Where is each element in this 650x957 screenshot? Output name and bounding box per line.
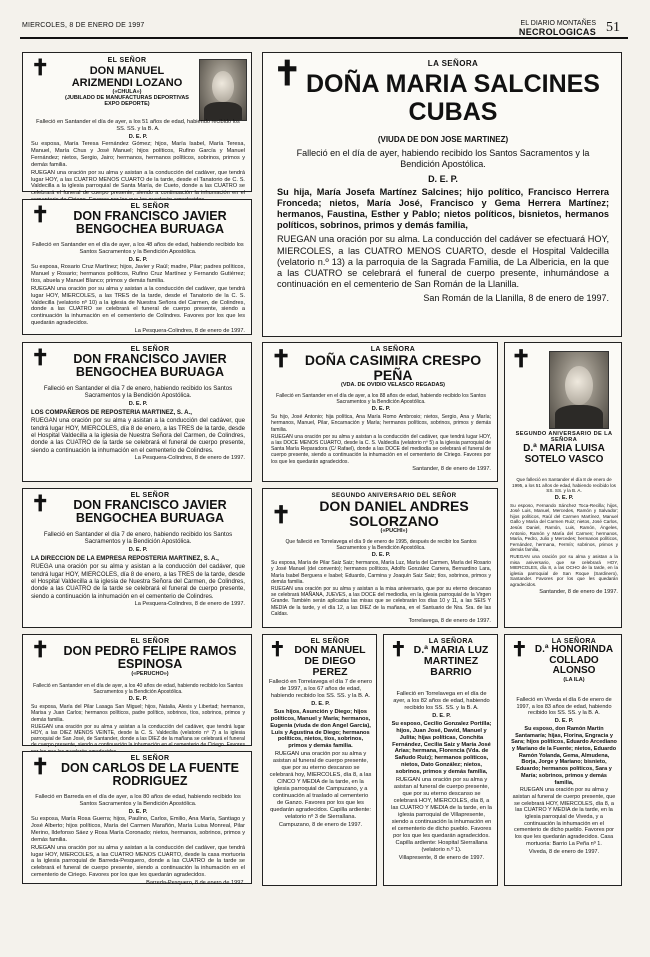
page-number: 51: [606, 20, 620, 35]
notice-bengochea-direccion: [22, 488, 252, 628]
notice-salcines: [262, 52, 622, 337]
notice-name: DON FRANCISCO JAVIER BENGOCHEA BURUAGA: [73, 498, 227, 526]
notice-tag: EL SEÑOR: [130, 638, 170, 645]
cross-icon: ✝: [31, 491, 50, 517]
notice-tag: EL SEÑOR: [130, 203, 170, 210]
notice-request: RUEGAN una oración por su alma y asistan a la conducción del cadáver, que tendrá lugar HOY, a las DIEZ MENOS VEINTE, desde la C. S. Valdecilla (velatorio nº 7) a la iglesia parroquial de San José, de Santander, donde a las DIEZ de la mañana se celebrará el funeral de cuerpo presente, siendo a continuación la inhumación en el cementerio de Ciriego. Favores: [31, 723, 245, 749]
notice-bengochea-companeros: [22, 342, 252, 482]
notice-family: Su esposa, María Teresa Fernández Gómez; hijos, María Isabel, María Teresa, Manuel, María Chus y José Manuel; hijos políticos, Rufino García y Manuel Fernández; nietos, Sergio, Jairo; hermanos, hermanos políticos, sobrinos, primos y demás familia.: [31, 141, 245, 168]
notice-request: RUEGAN una oración por su alma y asistan a la misa aniversario, que se celebrará HOY, MIERCOLES, día 8, a las OCHO de la tarde, en la iglesia parroquial de San Roque (Sardinero), Santander. Favores por los que les quedarán agradecidos.: [510, 553, 618, 587]
portrait-photo: [549, 351, 609, 429]
notice-dep: D. E. P.: [128, 400, 148, 407]
cross-icon: ✝: [31, 345, 50, 371]
notice-text: Falleció en el día de ayer, habiendo recibido los Santos Sacramentos y la Bendición Apostólica.: [296, 148, 590, 170]
notice-tag: LA SEÑORA: [551, 638, 597, 645]
notice-dep: D. E. P.: [432, 712, 451, 719]
cross-icon: ✝: [511, 344, 532, 373]
notice-name: DOÑA CASIMIRA CRESPO PEÑA: [304, 352, 482, 383]
notice-tag: SEGUNDO ANIVERSARIO DEL SEÑOR: [331, 492, 457, 499]
notice-name: DON MANUEL DE DIEGO PEREZ: [294, 644, 366, 679]
notice-dediego: [262, 634, 377, 886]
notice-request: RUEGAN una oración por su alma y asistan a la conducción del cadáver, que tendrá lugar HOY, MIERCOLES, a las CUATRO MENOS CUARTO, desde la casa mortuoria a la iglesia parroquial de Barreda-Pesquero, donde a las CUATRO de la tarde se celebrará el funeral de cuerpo presente, siendo a continuación la inhumación en el cementerio de Ciriego. Favores por los que les quedarán agradecidos.: [31, 844, 245, 878]
notice-dep: D. E. P.: [128, 133, 148, 140]
notice-signature: Campuzano, 8 de enero de 1997.: [278, 821, 363, 828]
cross-icon: ✝: [271, 344, 292, 373]
notice-family: Su esposa, Rosario Cruz Martínez; hijos, Javier y Raúl; madre, Pilar; padres políticos, Manuel y Rosario; hermanos políticos, Rufino Cruz Martínez y Fernando Gutiérrez; tíos, abuela y Manuel Blanco; primos y demás familia.: [31, 264, 245, 285]
notice-martinez-barrio: [383, 634, 498, 886]
notice-request: RUEGAN una oración por su alma y asistan a la misa aniversario, que por su eterno descanso se celebrará MAÑANA, JUEVES, a las DOCE del mediodía, en la iglesia parroquial de la Virgen Grande. También serán aplicadas las misas que se celebrarán los días 10 y 11, a las SEIS Y MEDIA de la tarde, y el día 12, a las DIEZ de la mañana, en el Santuario de Nra. Sra. de las Caldas.: [271, 586, 491, 617]
notice-text: Falleció en Barreda en el día de ayer, a los 80 años de edad, habiendo recibido los Santos Sacramentos y la Bendición Apostólica.: [35, 794, 241, 807]
notice-tag: LA SEÑORA: [370, 346, 416, 353]
notice-text: Falleció en Torrelavega en el día de ayer, a los 82 años de edad, habiendo recibido los SS. SS. y la B. A.: [393, 691, 490, 711]
notice-name: DON MANUEL ARIZMENDI LOZANO: [71, 65, 183, 89]
notice-tag: EL SEÑOR: [107, 57, 147, 64]
cross-icon: ✝: [269, 637, 286, 661]
cross-icon: ✝: [31, 754, 50, 780]
notice-name: DON DANIEL ANDRES SOLORZANO: [319, 498, 469, 529]
notice-text: Falleció en Santander el día 7 de enero, habiendo recibido los Santos Sacramentos y la Bendición Apostólica.: [43, 385, 233, 400]
notice-dep: D. E. P.: [371, 552, 391, 559]
header-right: [519, 20, 596, 37]
notice-signature: La Pesquera-Colindres, 8 de enero de 1997.: [134, 327, 245, 334]
notice-tag: LA SEÑORA: [428, 638, 474, 645]
notice-signature: San Román de la Llanilla, 8 de enero de 1997.: [423, 293, 609, 304]
notice-text: Falleció en Santander en el día de ayer, a los 40 años de edad, habiendo recibido los Santos Sacramentos y la Bendición Apostólica.: [33, 683, 243, 696]
notice-role: (JUBILADO DE MANUFACTURAS DEPORTIVAS EXPO DEPORTE): [65, 95, 189, 108]
notice-arizmendi: [22, 52, 252, 197]
header-rule: [20, 37, 628, 39]
notice-family: Sus hijos, Asunción y Diego; hijos políticos, Manuel y María; hermanos, Eugenia (viuda de don Angel García), Luis y Agustina de Diego; hermanos políticos, nietos, tíos, sobrinos, primos y demás familia.: [270, 708, 371, 750]
notice-alias: («PERUCHO»): [131, 671, 169, 678]
cross-icon: ✝: [273, 54, 302, 94]
notice-request: RUEGAN una oración por su alma y asistan a la conducción del cadáver, que tendrá lugar HOY, a las DOCE MENOS CUARTO, desde la C. S. Valdecilla (velatorio nº 5) a la iglesia parroquial de Santa María Reparadora (C/ Rafael), donde a las DOCE del mediodía se celebrará el funeral de cuerpo presente, siendo a continuación la inhumación en el cementerio de Ciriego. Favores por los que les quedarán agradecidos.: [271, 433, 491, 465]
notice-dep: D. E. P.: [554, 718, 574, 725]
notice-tag: EL SEÑOR: [130, 755, 170, 762]
notice-text: Falleció en Santander el día 7 de enero, habiendo recibido los Santos Sacramentos y la Bendición Apostólica.: [43, 531, 233, 546]
notice-tag: LA SEÑORA: [427, 59, 479, 68]
notice-name: D.ª HONORINDA COLLADO ALONSO: [534, 644, 614, 676]
notice-dep: D. E. P.: [428, 173, 458, 184]
notice-text: Falleció en Viveda el día 6 de enero de 1997, a los 83 años de edad, habiendo recibido los SS. SS. y la B. A.: [516, 697, 612, 717]
notice-collado: [504, 634, 622, 886]
notice-crespo: [262, 342, 498, 482]
notice-sotelo: [504, 342, 622, 628]
notice-tag: SEGUNDO ANIVERSARIO DE LA SEÑORA: [515, 431, 613, 443]
notice-signature: La Pesquera-Colindres, 8 de enero de 1997.: [134, 455, 245, 462]
notice-family: Su esposa, María de Pilar Saiz Saiz; hermanos, María Luz, María del Carmen, María del Rosario y José Manuel (del convento); hermanos políticos, Adolfo González Carrera, Bernardino Lara, María Isabel Berguera e Isabel; Eduardo, Carmina y Joaquín Saiz Saiz; tíos, sobrinos, primos y demás familia.: [271, 560, 491, 585]
notice-request: RUEGAN una oración por su alma y asistan a la conducción del cadáver, que tendrá lugar HOY, MIERCOLES, a las TRES de la tarde, desde el Tanatorio de la C. S. Valdecilla (velatorio nº 10) a la iglesia de Nuestra Señora del Carmen, de Colindres, donde a las CUATRO se celebrará el funeral de cuerpo presente, siendo a continuación la inhumación en el cementerio de Colindres. Favores por los que les quedarán agradecidos.: [31, 285, 245, 326]
notice-org: LA DIRECCION DE LA EMPRESA REPOSTERIA MARTINEZ, S. A.,: [31, 554, 219, 562]
cross-icon: ✝: [271, 500, 292, 529]
notice-ramos: [22, 634, 252, 749]
cross-icon: ✝: [511, 637, 528, 661]
header-date: MIERCOLES, 8 DE ENERO DE 1997: [22, 22, 145, 29]
header-paper: EL DIARIO MONTAÑES: [520, 20, 596, 27]
notice-dep: D. E. P.: [128, 546, 148, 553]
notice-request: RUEGAN una oración por su alma. La conducción del cadáver se efectuará HOY, MIERCOLES, a las CUATRO MENOS CUARTO, desde el Hospital Valdecilla (velatorio n.º 13) a la parroquia de la Sagrada Familia, de La Albericia, en la que a las CUATRO se celebrará el funeral de cuerpo presente, inhumándose a continuación en el cementerio de San Román de la Llanilla.: [277, 234, 609, 290]
notice-alias: («CHULA»): [112, 89, 142, 96]
notice-delafuente: [22, 751, 252, 884]
notice-alias: («PUCHI»): [380, 528, 408, 535]
notice-request: RUEGAN una oración por su alma y asistan a la conducción del cadáver, que tendrá lugar HOY, a las CUATRO MENOS CUARTO de la tarde, desde el Tanatorio de C. S. Valdecilla a la iglesia parroquial de Santa María, de Cueto, donde a las CUATRO se celebrará el funeral de cuerpo presente, siendo a continuación la inhumación en el: [31, 169, 245, 197]
notice-family: Su esposo, Cecilio Gonzalez Portilla; hijos, Juan José, David, Manuel y Julita; hijas políticas, Conchita Fernández, Cecilia Saiz y María José Arias; hermana, Florencia (Vda. de Sañudo Ruiz); hermanos políticos, nietos, Dato González; nietos, sobrinos, primos y demás familia,: [391, 720, 492, 776]
notice-text: Que falleció en Torrelavega el día 9 de enero de 1995, después de recibir los Santos Sacramentos y la Bendición Apostólica.: [285, 539, 477, 552]
cross-icon: ✝: [390, 637, 407, 661]
notice-signature: Viveda, 8 de enero de 1997.: [528, 848, 600, 855]
notice-family: Su esposa, María Rosa Guerra; hijos, Paulino, Carlos, Emilio, Ana María, Santiago y José Alberto; hijos políticos, María del Carmen Marañón, María Luisa Monreal, Pilar Merino, Ildefonso Sáez y Rosa María Coronado; nietos, hermanos, sobrinos, primos y demás familia.: [31, 816, 245, 843]
cross-icon: ✝: [31, 202, 50, 228]
notice-text: Que falleció en Santander el día 8 de enero de 1995, a los 51 años de edad, habiendo recibido los SS. SS. y la B. A.: [512, 477, 616, 494]
header-section: NECROLOGICAS: [518, 27, 596, 37]
notice-family: Su hijo, José Antonio; hija política, Ana María Romo Ambrosio; nietos, Sergio, Ana y María; hermanos, Manuel, Pilar, Encarnación y María; hermanos políticos, sobrinos, primos y demás familia.: [271, 414, 491, 433]
notice-text: Falleció en Santander en el día de ayer, a los 48 años de edad, habiendo recibido los Santos Sacramentos y la Bendición Apostólica.: [32, 242, 244, 255]
notice-tag: EL SEÑOR: [130, 492, 170, 499]
notice-name: DON FRANCISCO JAVIER BENGOCHEA BURUAGA: [73, 352, 227, 380]
notice-family: Su esposa, María del Pilar Lasaga San Miguel; hijos, Natalia, Alexis y Libertad; hermanos, Marisa y Juan Carlos; hermanos políticos, padre político, sobrinos, tíos, sobrinos, primos y demás familia.: [31, 704, 245, 723]
notice-name: DON CARLOS DE LA FUENTE RODRIGUEZ: [60, 761, 239, 789]
notice-name: DON PEDRO FELIPE RAMOS ESPINOSA: [63, 644, 237, 672]
notice-request: RUEGAN una oración por su alma y asistan a la conducción del cadáver, que tendrá lugar HOY, MIERCOLES, día 8 de enero, a las TRES de la tarde, desde el Hospital Valdecilla a la iglesia de Nuestra Señora del Carmen, de Colindres, donde a las CUATRO de la tarde se celebrará el funeral de cuerpo presente, siendo a continuación la inhumación en el cementerio de Colindres.: [31, 417, 245, 454]
cross-icon: ✝: [31, 637, 50, 663]
notice-signature: Santander, 8 de enero de 1997.: [539, 588, 618, 595]
notice-dep: D. E. P.: [371, 406, 391, 413]
notice-signature: Santander, 8 de enero de 1997.: [412, 465, 491, 472]
notice-name: D.ª MARIA LUISA SOTELO VASCO: [523, 443, 605, 465]
notice-name: DON FRANCISCO JAVIER BENGOCHEA BURUAGA: [73, 209, 227, 237]
notice-dep: D. E. P.: [554, 494, 574, 501]
notice-alias: (LA ILA): [563, 676, 585, 683]
notice-dep: D. E. P.: [128, 256, 148, 263]
notice-text: Falleció en Torrelavega el día 7 de enero de 1997, a los 67 años de edad, habiendo recibido los SS. SS. y la B. A.: [269, 679, 372, 699]
notice-request: RUEGAN una oración por su alma y asistan al funeral de cuerpo presente, que por su eterno descanso se celebrará hoy, MIERCOLES, día 8, a las CINCO Y MEDIA de la tarde, en la iglesia parroquial de Campuzano, y a continuación al traslado al cementerio de Ganzo. Favores por los que les quedarán agradecidos. Capilla ardiente: velatorio nº 3 de Sierrallana.: [269, 751, 372, 820]
notice-family: Su hija, María Josefa Martínez Salcines; hijo político, Francisco Herrera Fronceda; nietos, María José, Francisco y Gema Herrera Martínez; hermanos, Faustina, Esther y Pablo; nietos políticos, bisnietos, hermanos políticos, sobrinos, primos y demás familia,: [277, 186, 609, 231]
notice-dep: D. E. P.: [128, 696, 148, 703]
notice-family: Su esposo, don Ramón Martín Santamaría; hijas, Florina, Engracia y Sara; hijos políticos, Eduardo Arcediano y Mariano de la Fuente; nietos, Eduardo Ramón Yolanda, Gema, Almudena, Borja, Jorge y Mariano; bisnieto, Eduardo; hermanos políticos, Sara y María; sobrinos, primos y demás familia,: [511, 725, 617, 786]
notice-signature: Torrelavega, 8 de enero de 1997.: [408, 618, 491, 625]
notice-signature: Villapresente, 8 de enero de 1997.: [398, 854, 485, 861]
notice-name: D.ª MARIA LUZ MARTINEZ BARRIO: [413, 644, 489, 679]
notice-org: LOS COMPAÑEROS DE REPOSTERIA MARTINEZ, S. A.,: [31, 408, 192, 416]
notice-request: RUEGA una oración por su alma y asistan a la conducción del cadáver, que tendrá lugar HOY, MIERCOLES, día 8 de enero, a las TRES de la tarde, desde el Hospital Valdecilla a la iglesia de Nuestra Señora del Carmen, de Colindres, donde a las CUATRO de la tarde se celebrará el funeral de cuerpo presente, siendo a continuación la inhumación en el cementerio de Colindres.: [31, 563, 245, 600]
notice-text: Falleció en Santander el día de ayer, a los 51 años de edad, habiendo recibido los SS. SS. y la B. A.: [36, 119, 240, 132]
cross-icon: ✝: [31, 55, 50, 81]
notice-subtitle: (VDA. DE OVIDIO VELASCO REGADAS): [341, 382, 445, 389]
notice-dep: D. E. P.: [128, 808, 148, 815]
notice-text: Falleció en Santander en el día de ayer, a los 88 años de edad, habiendo recibido los Santos Sacramentos y la Bendición Apostólica.: [276, 393, 486, 406]
notice-signature: La Pesquera-Colindres, 8 de enero de 1997.: [134, 601, 245, 608]
notice-request: RUEGAN una oración por su alma y asistan al funeral de cuerpo presente, que por su eterno descanso se celebrará HOY, MIERCOLES, día 8, a las CUATRO Y MEDIA de la tarde, en la iglesia parroquial de Villapresente, siendo a continuación la inhumación en el cementerio de dicho pueblo. Favores por los que les quedarán agradecidos. Capilla ardiente: Hospital Sierrallana (velatorio n.º 1).: [391, 777, 492, 853]
notice-family: Su esposo, Fernando Sánchez Toca-Recilla; hijos, José Luis, Manuel, Mercedes, Ramón y Salvador; hijos políticos, Raúl del Carmen Martínez, Manuel Gallo y María del Carmen Ruiz; nietos, José Carlos, Jesús Daniel, Ramón, Luis, Ramón, Ángeles, Antonio, Ramón y María del Carmen; hermanos, María, Pedro, Julio y Mercedes; hermanos políticos, Fernández, hermana, Fermín; sobrinos, primos y demás familia,: [510, 502, 618, 553]
notice-subtitle: (VIUDA DE DON JOSE MARTINEZ): [377, 135, 509, 144]
notice-tag: EL SEÑOR: [310, 638, 350, 645]
notice-request: RUEGAN una oración por su alma y asistan al funeral de cuerpo presente, que se celebrará HOY, MIERCOLES, día 8, a las CUATRO Y MEDIA de la tarde, en la iglesia parroquial de Viveda, y a continuación la inhumación en el cementerio de dicho pueblo. Favores por los que les quedarán agradecidos. Casa mortuoria: Barrio La Peña nº 1.: [512, 787, 616, 847]
notice-tag: EL SEÑOR: [130, 346, 170, 353]
notice-bengochea-family: [22, 199, 252, 335]
notice-name: DOÑA MARIA SALCINES CUBAS: [306, 70, 600, 126]
notice-dep: D. E. P.: [311, 700, 330, 707]
portrait-photo: [199, 59, 247, 121]
notice-andres: [262, 488, 498, 628]
notice-signature: Barreda-Pesquero, 8 de enero de 1997.: [146, 879, 245, 886]
